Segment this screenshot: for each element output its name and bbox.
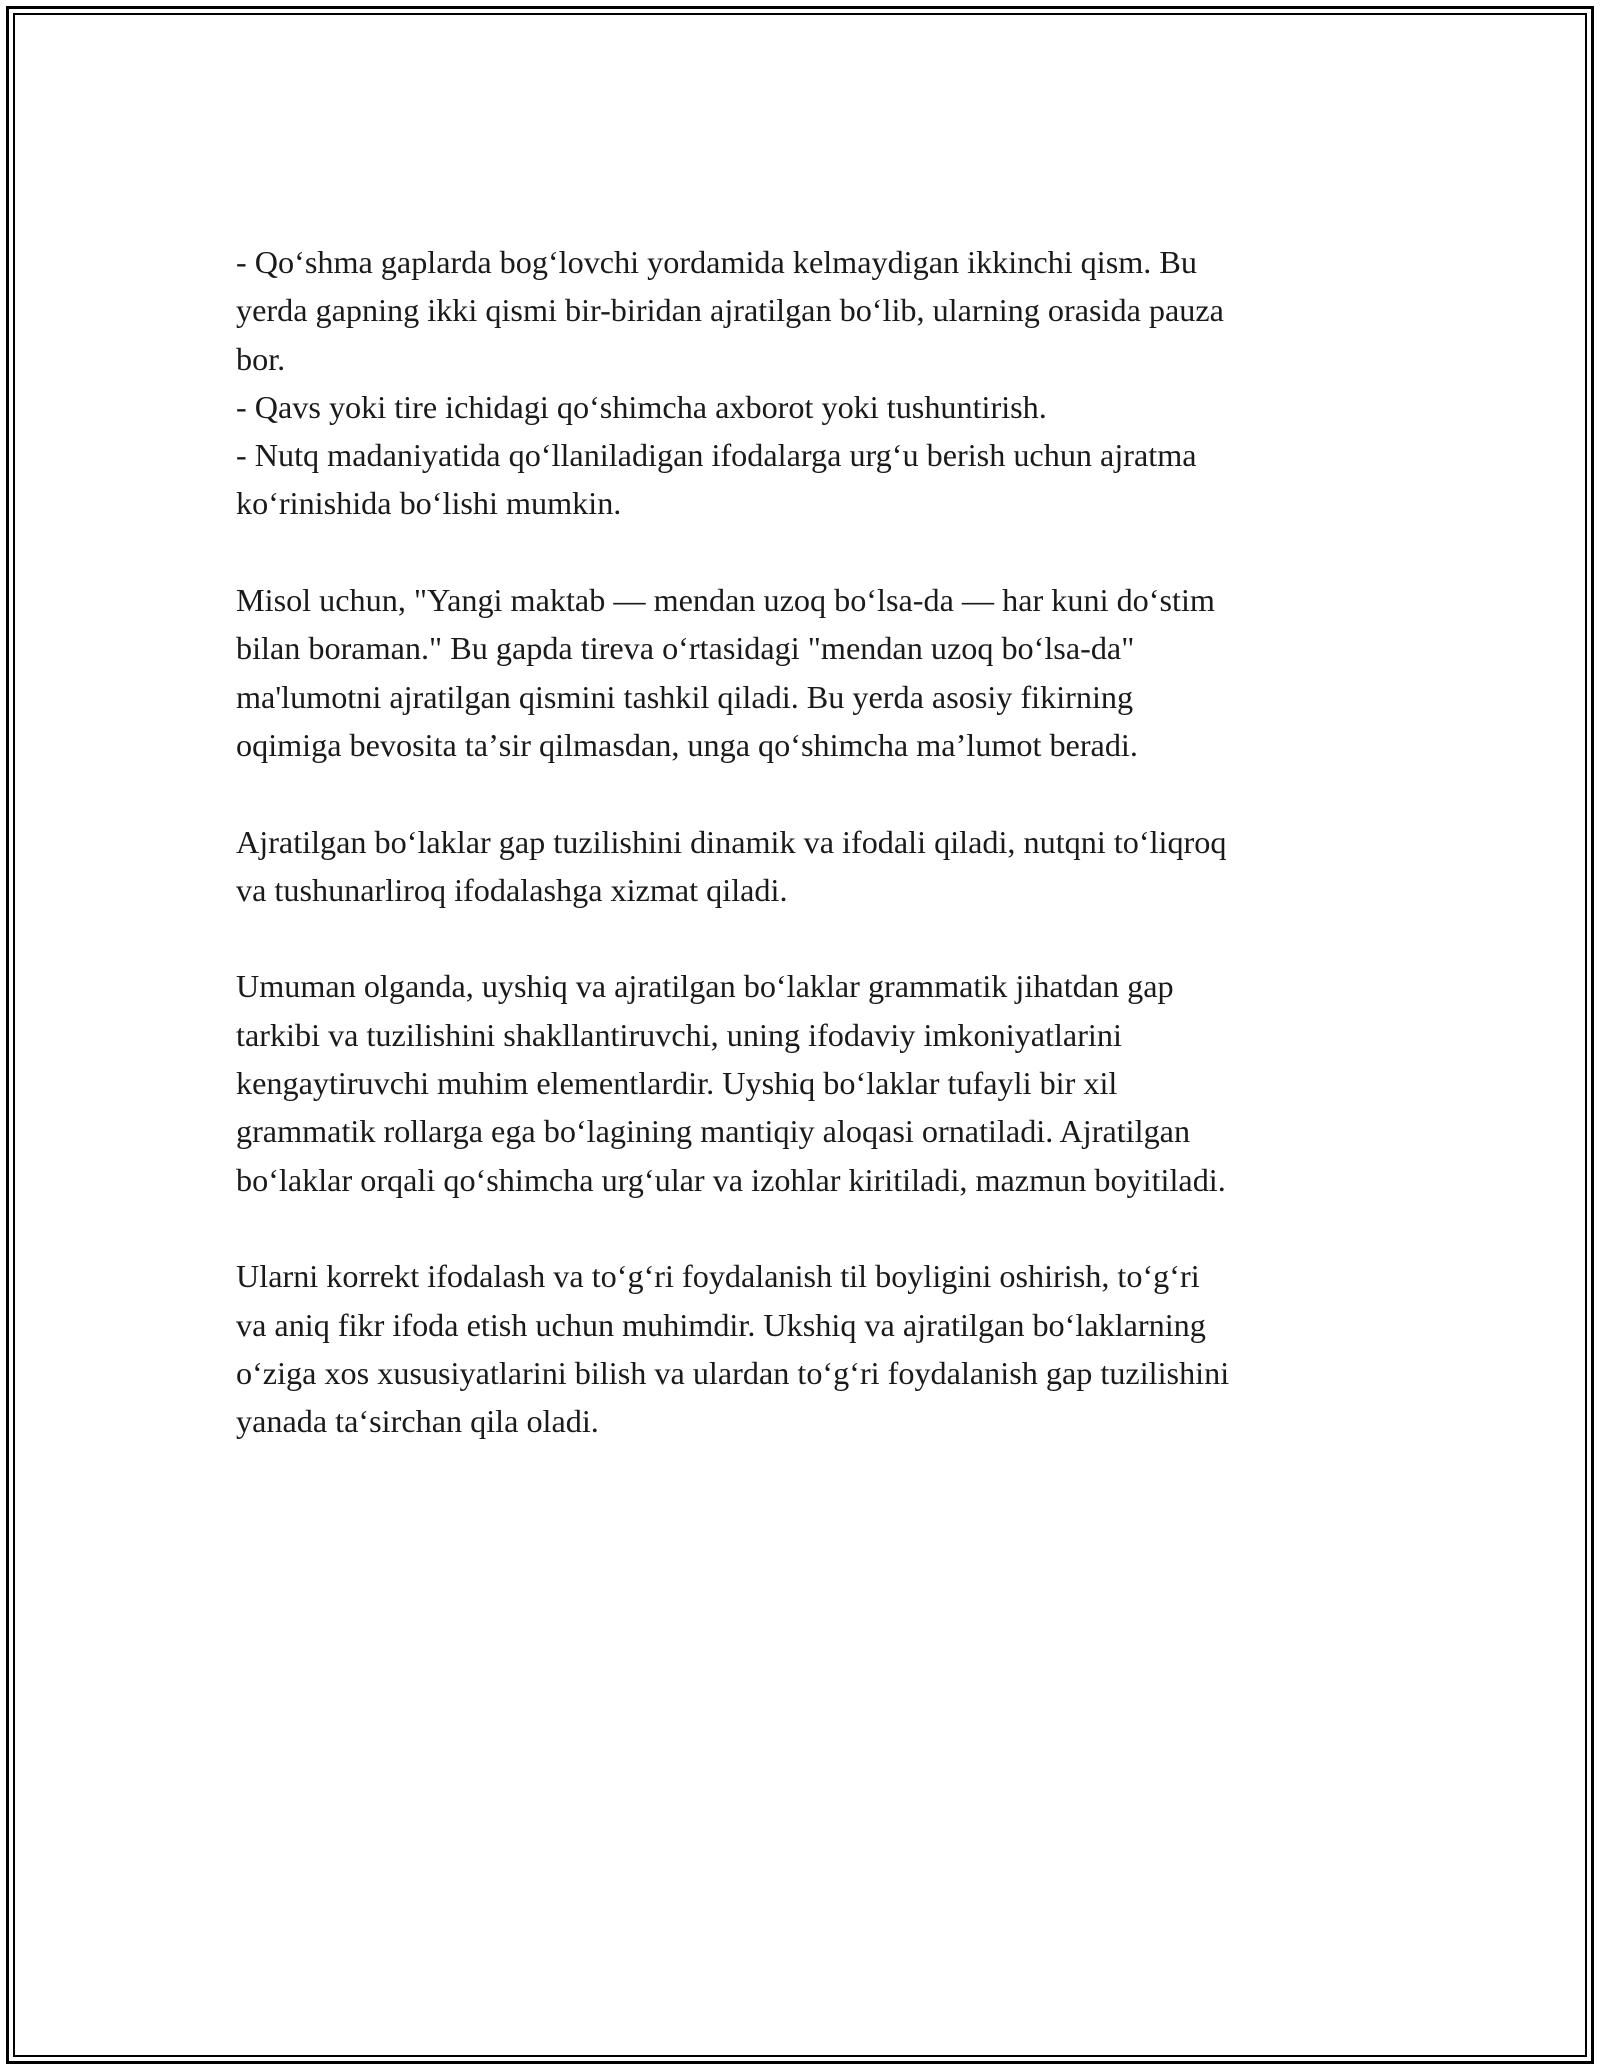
text-line: Umuman olganda, uyshiq va ajratilgan boʻlaklar grammatik jihatdan gap xyxy=(236,968,1174,1005)
text-line: koʻrinishida boʻlishi mumkin. xyxy=(236,485,622,522)
text-line: va tushunarliroq ifodalashga xizmat qiladi. xyxy=(236,871,788,908)
text-line: - Qoʻshma gaplarda bogʻlovchi yordamida kelmaydigan ikkinchi qism. Bu xyxy=(236,244,1197,280)
text-line: yanada taʻsirchan qila oladi. xyxy=(236,1403,599,1440)
text-line: va aniq fikr ifoda etish uchun muhimdir. Ukshiq va ajratilgan boʻlaklarning xyxy=(236,1306,1206,1343)
text-line: bilan boraman." Bu gapda tireva oʻrtasidagi "mendan uzoq boʻlsa-da" xyxy=(236,630,1135,667)
text-line: Misol uchun, "Yangi maktab — mendan uzoq boʻlsa-da — har kuni doʻstim xyxy=(236,582,1215,619)
text-line: oqimiga bevosita taʼsir qilmasdan, unga qoʻshimcha maʼlumot beradi. xyxy=(236,726,1138,763)
text-line: oʻziga xos xususiyatlarini bilish va ulardan toʻgʻri foydalanish gap tuzilishini xyxy=(236,1354,1230,1391)
paragraph-example xyxy=(236,576,1396,769)
paragraph-spacer xyxy=(236,914,1396,962)
paragraph-spacer xyxy=(236,528,1396,576)
document-body xyxy=(236,238,1396,1445)
paragraph-summary xyxy=(236,962,1396,1203)
text-line: yerda gapning ikki qismi bir-biridan ajratilgan boʻlib, ularning orasida pauza xyxy=(236,292,1224,329)
text-line: - Nutq madaniyatida qoʻllaniladigan ifodalarga urgʻu berish uchun ajratma xyxy=(236,437,1197,474)
text-line: grammatik rollarga ega boʻlagining mantiqiy aloqasi ornatiladi. Ajratilgan xyxy=(236,1113,1191,1150)
text-line: ma'lumotni ajratilgan qismini tashkil qiladi. Bu yerda asosiy fikirning xyxy=(236,678,1134,715)
text-line: - Qavs yoki tire ichidagi qoʻshimcha axborot yoki tushuntirish. xyxy=(236,388,1047,425)
text-line: boʻlaklar orqali qoʻshimcha urgʻular va izohlar kiritiladi, mazmun boyitiladi. xyxy=(236,1161,1226,1198)
text-line: bor. xyxy=(236,340,286,377)
paragraph-spacer xyxy=(236,769,1396,817)
text-line: tarkibi va tuzilishini shakllantiruvchi, uning ifodaviy imkoniyatlarini xyxy=(236,1016,1122,1053)
paragraph-spacer xyxy=(236,1204,1396,1252)
text-line: kengaytiruvchi muhim elementlardir. Uyshiq boʻlaklar tufayli bir xil xyxy=(236,1065,1118,1102)
paragraph-conclusion xyxy=(236,1252,1396,1445)
text-line: Ajratilgan boʻlaklar gap tuzilishini dinamik va ifodali qiladi, nutqni toʻliqroq xyxy=(236,823,1227,860)
paragraph-dynamics xyxy=(236,818,1396,915)
list-block xyxy=(236,238,1396,528)
text-line: Ularni korrekt ifodalash va toʻgʻri foydalanish til boyligini oshirish, toʻgʻri xyxy=(236,1258,1200,1295)
